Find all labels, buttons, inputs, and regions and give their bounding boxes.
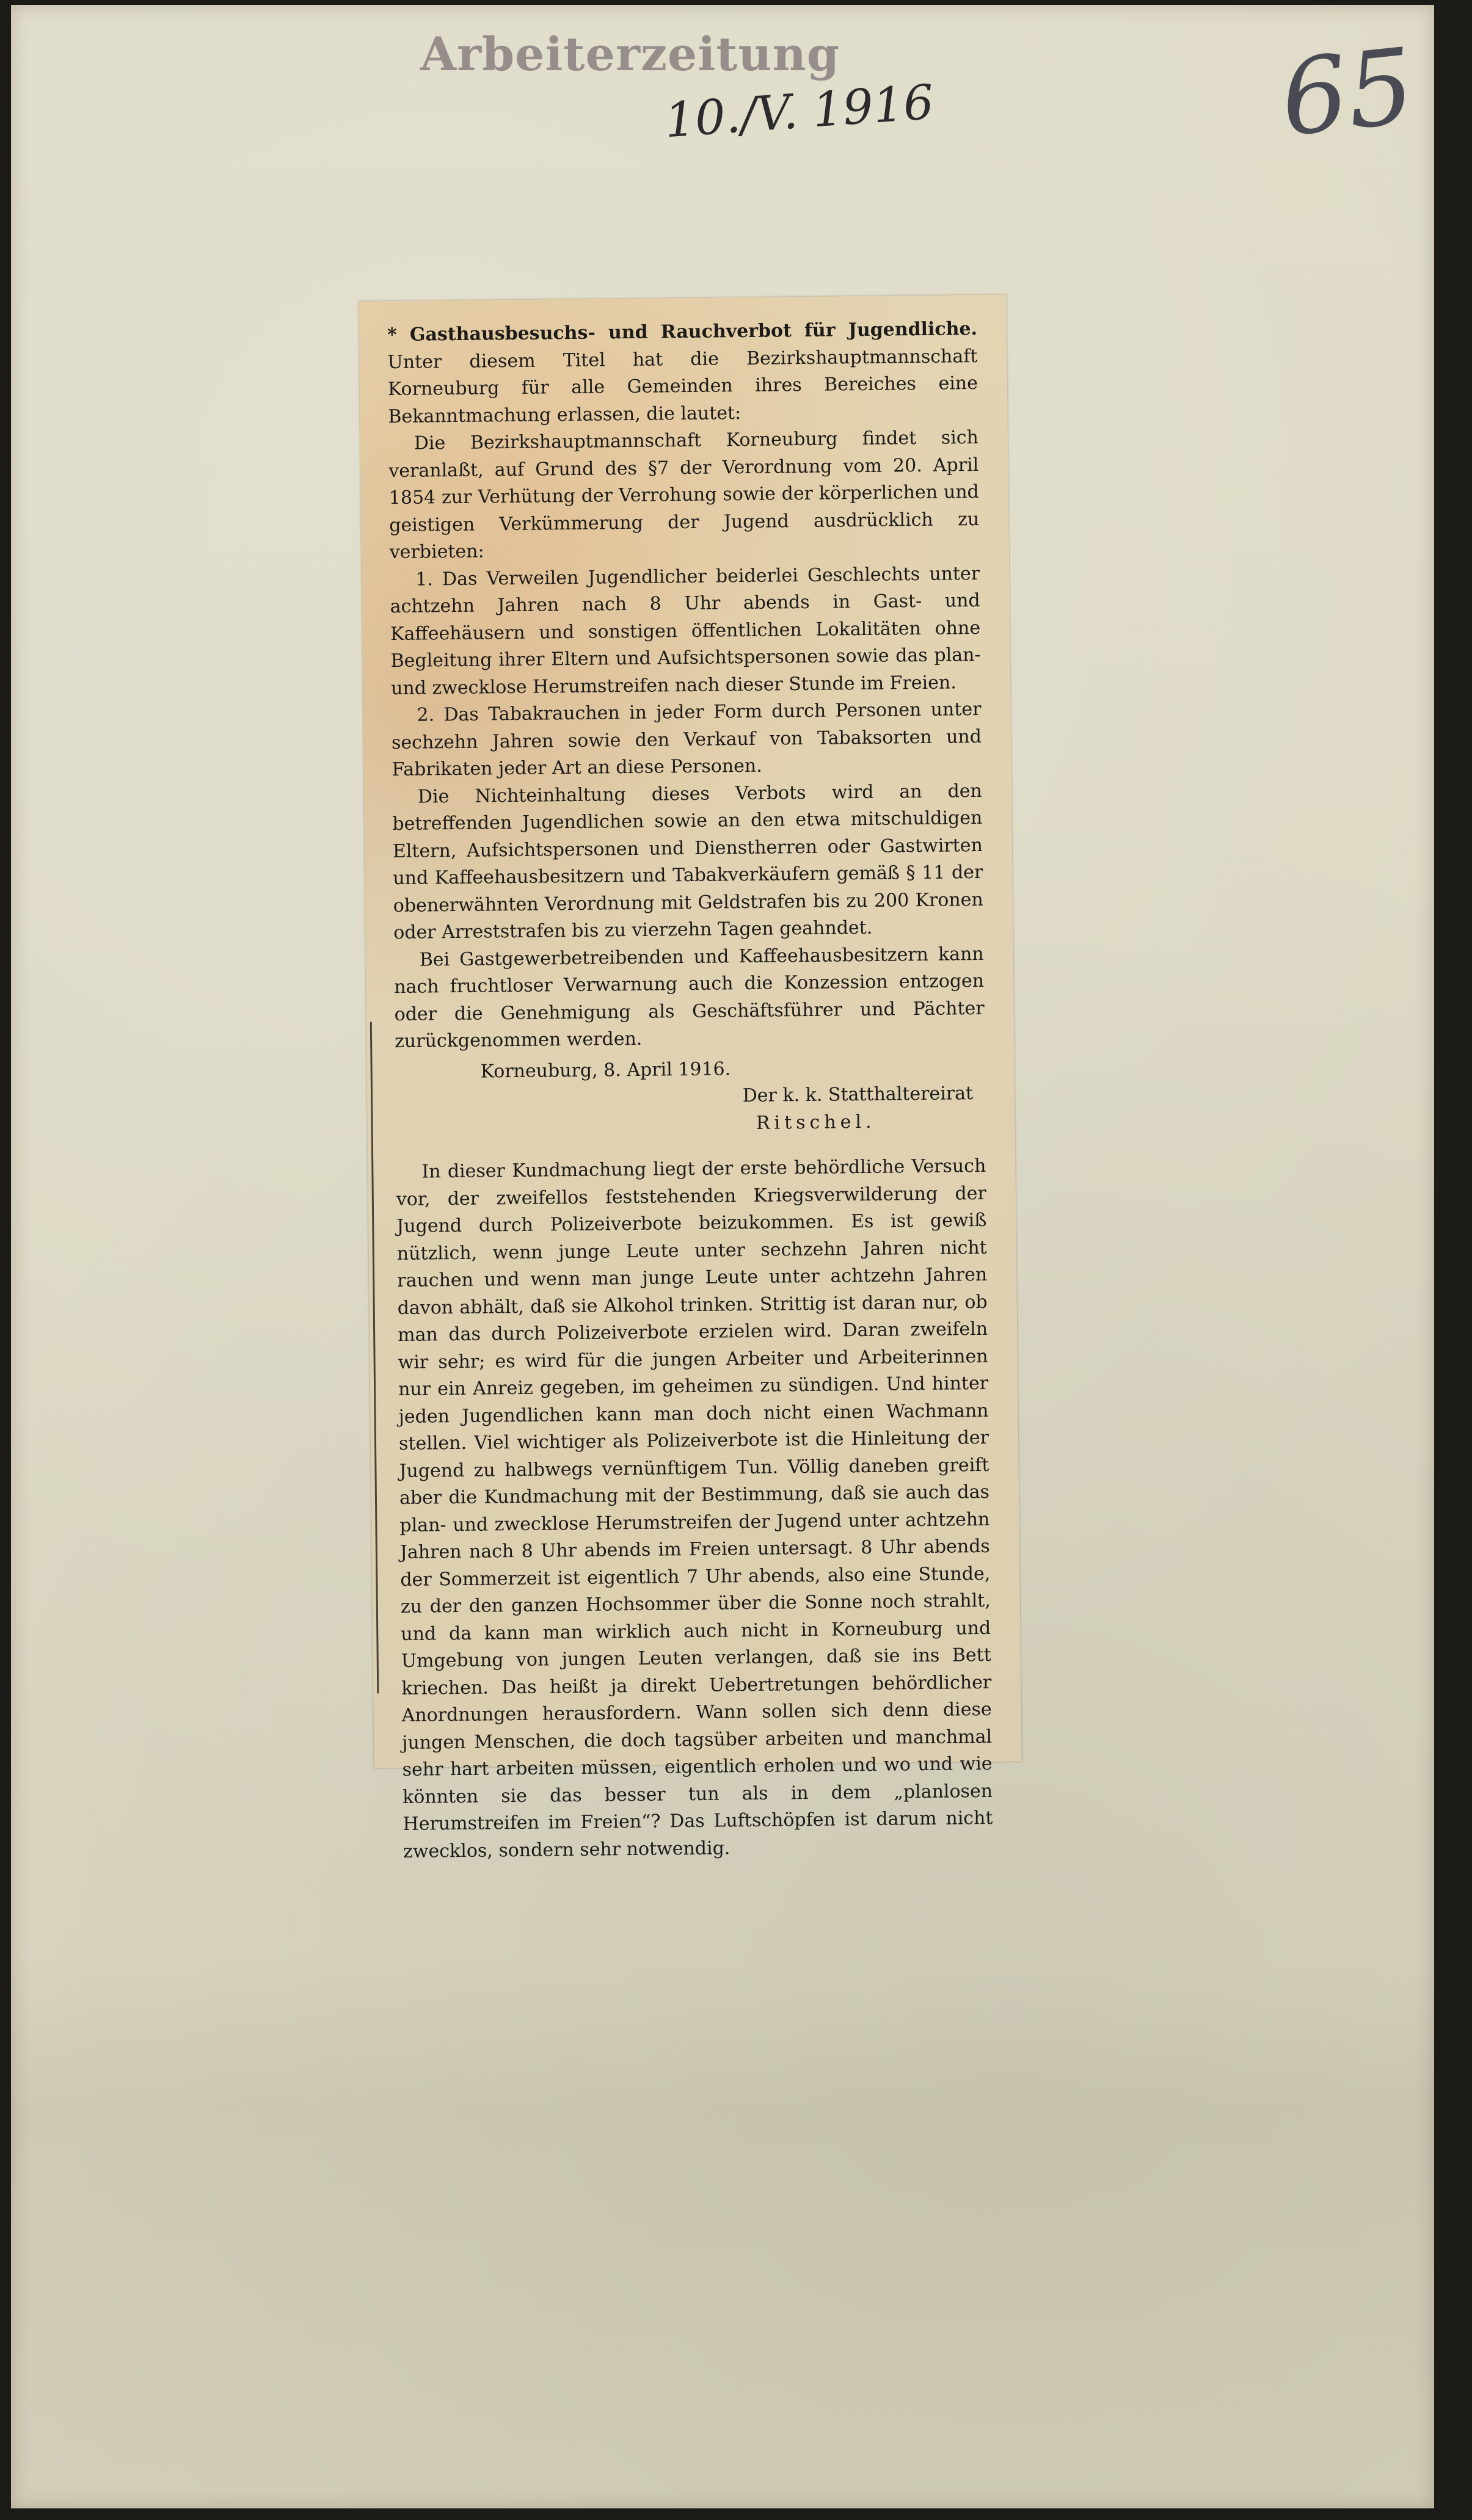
article-heading: * Gasthausbesuchs- und Rauchverbot für Jugendliche. <box>387 318 978 346</box>
handwritten-date: 10./V. 1916 <box>663 74 936 149</box>
signature-title: Der k. k. Statthaltereirat <box>742 1083 974 1107</box>
handwritten-folio-number: 65 <box>1275 26 1420 160</box>
newspaper-stamp: Arbeiterzeitung <box>420 27 840 81</box>
article-intro: Unter diesem Titel hat die Bezirkshauptmannschaft Korneuburg für alle Gemeinden ihres Bereiches eine Bekanntmachung erlassen, die lautet: <box>387 345 978 427</box>
commentary-paragraph: In dieser Kundmachung liegt der erste behördliche Versuch vor, der zweifellos feststehenden Kriegsverwilderung der Jugend durch Polizeiverbote beizukommen. Es ist gewiß nützlich, wenn junge Leute unter sechzehn Jahren nicht rauchen und wenn man junge Leute unter achtzehn Jahren davon abhält, daß sie Alkohol trinken. Strittig ist daran nur, ob man das durch Polizeiverbote erzielen wird. Daran zweifeln wir sehr; es wird für die jungen Arbeiter und Arbeiterinnen nur ein Anreiz gegeben, im geheimen zu sündigen. Und hinter jeden Jugendlichen kann man doch nicht einen Wachmann stellen. Viel wichtiger als Polizeiverbote ist die Hinleitung der Jugend zu halbwegs vernünftigem Tun. Völlig daneben greift aber die Kundmachung mit der Bestimmung, daß sie auch das plan- und zwecklose Herumstreifen der Jugend unter achtzehn Jahren nach 8 Uhr abends im Freien untersagt. 8 Uhr abends der Sommerzeit ist eigentlich 7 Uhr abends, also eine Stunde, zu der den ganzen Hochsommer über die Sonne noch strahlt, und da kann man wirklich auch nicht in Korneuburg und Umgebung von jungen Leuten verlangen, daß sie ins Bett kriechen. Das heißt ja direkt Uebertretungen behördlicher Anordnungen herausfordern. Wann sollen sich denn diese jungen Menschen, die doch tagsüber arbeiten und manchmal sehr hart arbeiten müssen, eigentlich erholen und wo und wie könnten sie das besser tun als in dem „planlosen Herumstreifen im Freien“? Das Luftschöpfen ist darum nicht zwecklos, sondern sehr notwendig. <box>396 1155 993 1862</box>
place-date: Korneuburg, 8. April 1916. <box>480 1058 731 1083</box>
newspaper-clipping <box>359 295 1021 1862</box>
decree-point-2: 2. Das Tabakrauchen in jeder Form durch Personen unter sechzehn Jahren sowie den Verkauf von Tabaksorten und Fabrikaten jeder Art an diese Personen. <box>391 698 982 781</box>
article-lead <box>387 316 978 430</box>
decree-point-1: 1. Das Verweilen Jugendlicher beiderlei Geschlechts unter achtzehn Jahren nach 8 Uhr abends in Gast- und Kaffeehäusern und sonstigen öffentlichen Lokalitäten ohne Begleitung ihrer Eltern und Aufsichtspersonen sowie das plan- und zwecklose Herumstreifen nach dieser Stunde im Freien. <box>390 562 981 699</box>
penalty-paragraph: Die Nichteinhaltung dieses Verbots wird an den betreffenden Jugendlichen sowie an den etwa mitschuldigen Eltern, Aufsichtspersonen und Dienstherren oder Gastwirten und Kaffeehausbesitzern und Tabakverkäufern gemäß § 11 der obenerwähnten Verordnung mit Geldstrafen bis zu 200 Kronen oder Arreststrafen bis zu vierzehn Tagen geahndet. <box>392 780 983 944</box>
decree-intro: Die Bezirkshauptmannschaft Korneuburg findet sich veranlaßt, auf Grund des §7 der Verordnung vom 20. April 1854 zur Verhütung der Verrohung sowie der körperlichen und geistigen Verkümmerung der Jugend ausdrücklich zu verbieten: <box>388 427 980 564</box>
concession-paragraph: Bei Gastgewerbetreibenden und Kaffeehausbesitzern kann nach fruchtloser Verwarnung auch die Konzession entzogen oder die Genehmigung als Geschäftsführer und Pächter zurückgenommen werden. <box>394 943 985 1053</box>
signature-name: Ritschel. <box>756 1111 876 1134</box>
